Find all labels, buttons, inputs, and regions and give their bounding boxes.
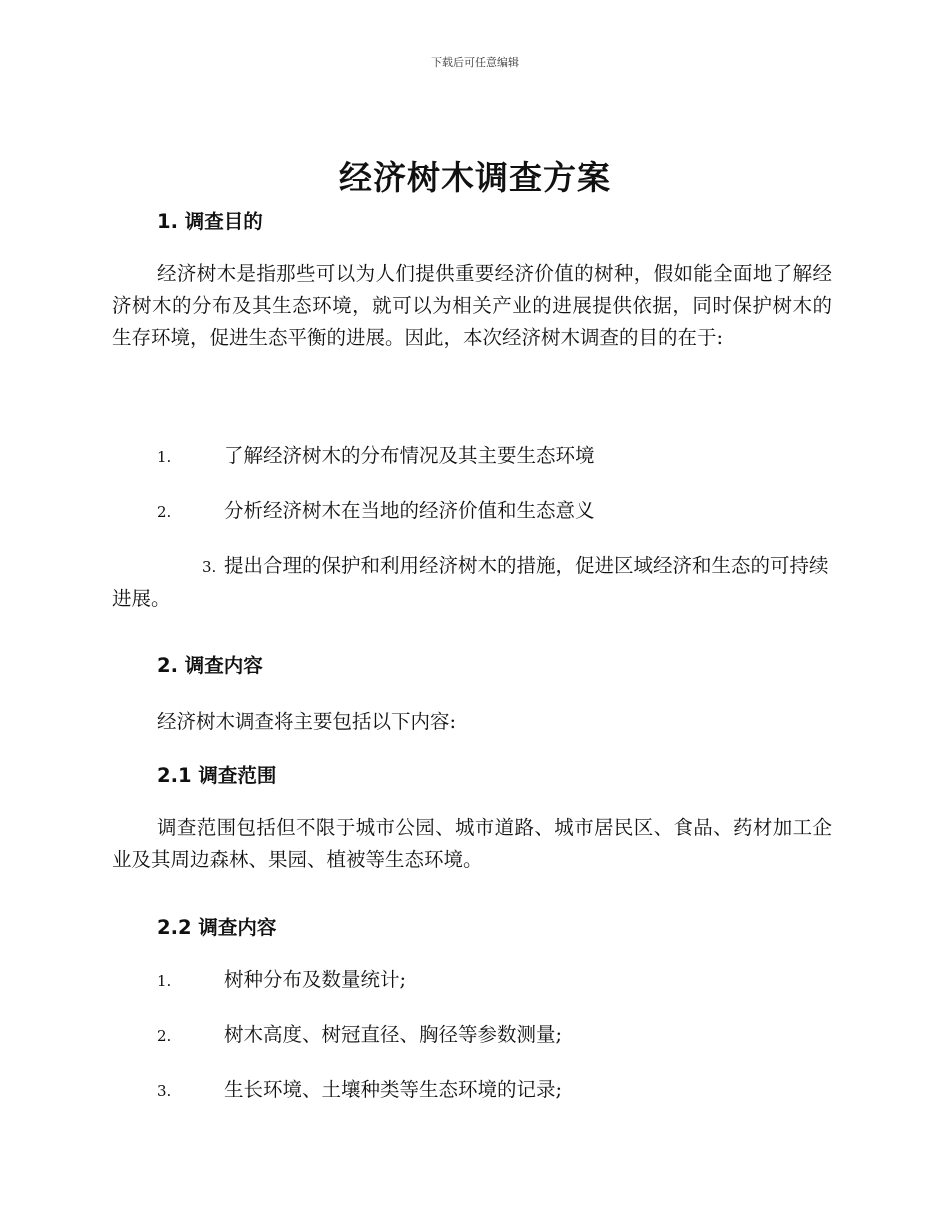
header-note: 下载后可任意编辑 xyxy=(431,56,519,69)
list-number: 2. xyxy=(157,503,172,521)
subsection-heading-scope: 2.1 调查范围 xyxy=(157,764,277,787)
list-item-text: 分析经济树木在当地的经济价值和生态意义 xyxy=(224,499,595,522)
list-item-text: 生长环境、土壤种类等生态环境的记录; xyxy=(224,1078,563,1101)
section-heading-content: 2. 调查内容 xyxy=(157,654,263,677)
purpose-paragraph: 经济树木是指那些可以为人们提供重要经济价值的树种，假如能全面地了解经济树木的分布及其生态环境，就可以为相关产业的进展提供依据，同时保护树木的生存环境，促进生态平衡的进展。因此，本次经济树木调查的目的在于: xyxy=(112,262,832,349)
subsection-heading-content: 2.2 调查内容 xyxy=(157,916,277,939)
purpose-item xyxy=(157,495,837,528)
section-heading-purpose: 1. 调查目的 xyxy=(157,210,263,233)
list-number: 1. xyxy=(157,972,172,990)
list-item-text: 了解经济树木的分布情况及其主要生态环境 xyxy=(224,444,595,467)
list-item-text: 树木高度、树冠直径、胸径等参数测量; xyxy=(224,1023,563,1046)
document-title: 经济树木调查方案 xyxy=(339,158,611,197)
list-number: 2. xyxy=(157,1027,172,1045)
purpose-item xyxy=(157,440,837,473)
scope-paragraph: 调查范围包括但不限于城市公园、城市道路、城市居民区、食品、药材加工企业及其周边森林、果园、植被等生态环境。 xyxy=(112,816,832,871)
list-number: 3. xyxy=(157,1082,172,1100)
list-item-text: 提出合理的保护和利用经济树木的措施，促进区域经济和生态的可持续进展。 xyxy=(112,554,829,610)
list-item-text: 树种分布及数量统计; xyxy=(224,968,407,991)
content-intro: 经济树木调查将主要包括以下内容: xyxy=(157,710,457,733)
list-number: 3. xyxy=(202,558,217,576)
content-item xyxy=(157,964,837,997)
list-number: 1. xyxy=(157,448,172,466)
content-item xyxy=(157,1019,837,1052)
purpose-item xyxy=(112,550,832,615)
content-item xyxy=(157,1074,837,1107)
